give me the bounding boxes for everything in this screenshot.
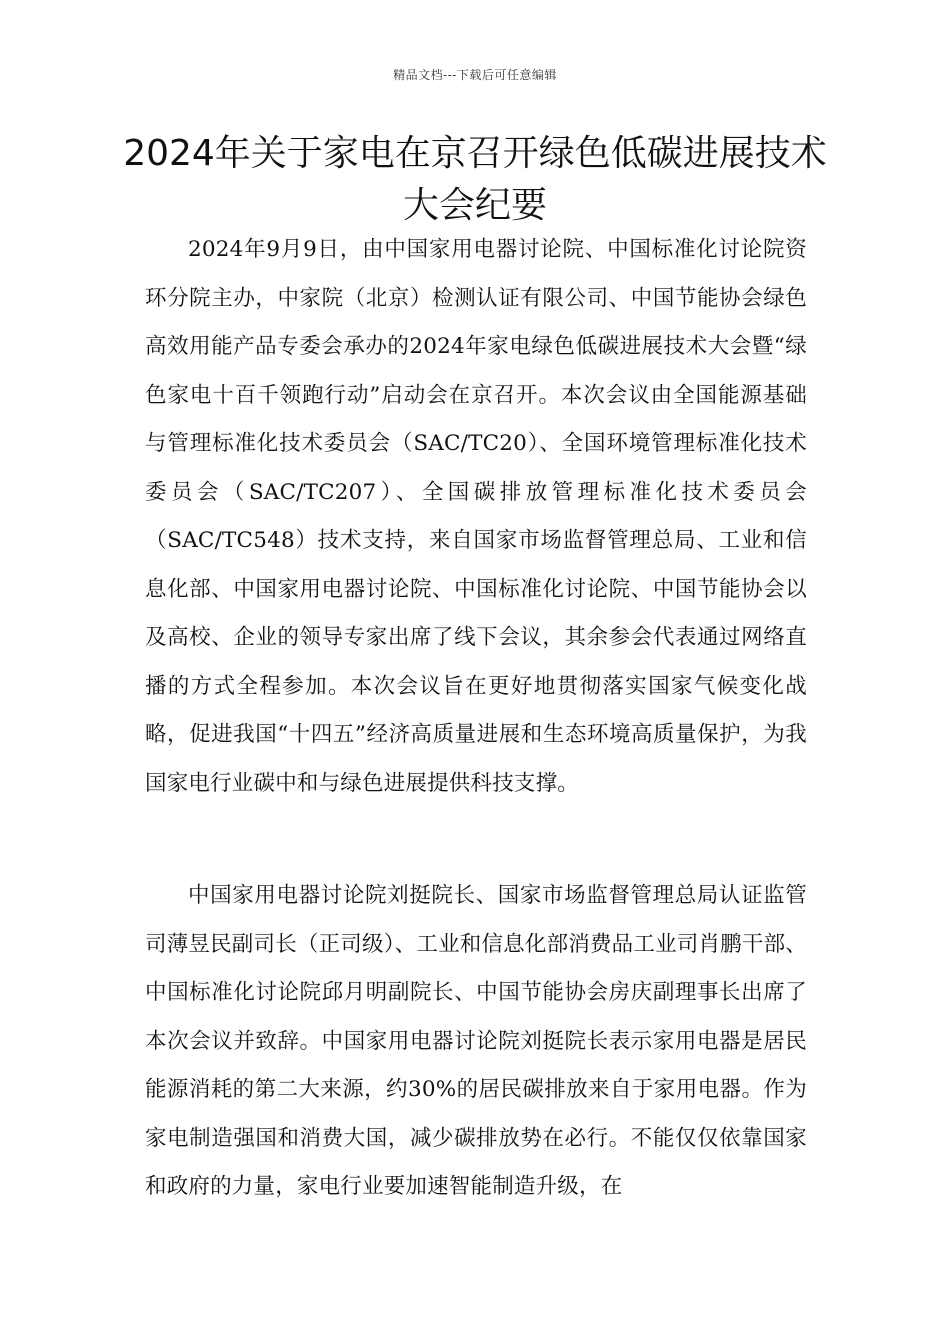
- header-note: 精品文档---下载后可任意编辑: [393, 68, 557, 82]
- body-paragraph-1: 2024年9月9日，由中国家用电器讨论院、中国标准化讨论院资环分院主办，中家院（北京）检测认证有限公司、中国节能协会绿色高效用能产品专委会承办的2024年家电绿色低碳进展技术大会暨“绿色家电十百千领跑行动”启动会在京召开。本次会议由全国能源基础与管理标准化技术委员会（SAC/TC20）、全国环境管理标准化技术委员会（SAC/TC207）、全国碳排放管理标准化技术委员会（SAC/TC548）技术支持，来自国家市场监督管理总局、工业和信息化部、中国家用电器讨论院、中国标准化讨论院、中国节能协会以及高校、企业的领导专家出席了线下会议，其余参会代表通过网络直播的方式全程参加。本次会议旨在更好地贯彻落实国家气候变化战略，促进我国“十四五”经济高质量进展和生态环境高质量保护，为我国家电行业碳中和与绿色进展提供科技支撑。: [145, 237, 807, 796]
- body-paragraph-2: 中国家用电器讨论院刘挺院长、国家市场监督管理总局认证监管司薄昱民副司长（正司级）、工业和信息化部消费品工业司肖鹏干部、中国标准化讨论院邱月明副院长、中国节能协会房庆副理事长出席了本次会议并致辞。中国家用电器讨论院刘挺院长表示家用电器是居民能源消耗的第二大来源，约30%的居民碳排放来自于家用电器。作为家电制造强国和消费大国，减少碳排放势在必行。不能仅仅依靠国家和政府的力量，家电行业要加速智能制造升级，在: [145, 883, 807, 1199]
- document-title: 2024年关于家电在京召开绿色低碳进展技术大会纪要: [123, 133, 827, 226]
